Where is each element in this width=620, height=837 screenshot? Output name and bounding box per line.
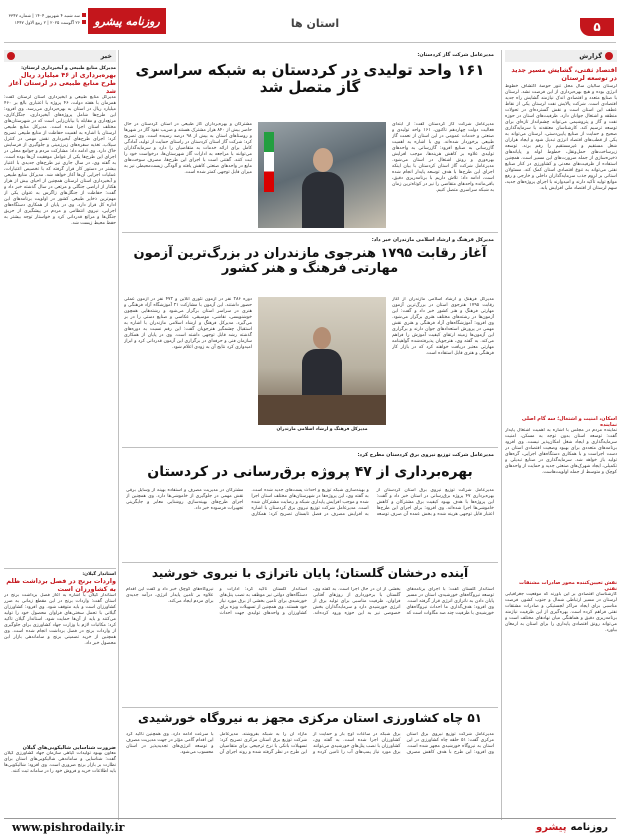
story-art-caption: مدیرکل فرهنگ و ارشاد اسلامی مازندران [276, 427, 368, 432]
desk [258, 395, 386, 425]
report-body-2: نماینده مردم در مجلس با اشاره به اهمیت اشتغال پایدار گفت: توسعه استان بدون توجه به مسکن، امنیت سرمایه‌گذاری و ایجاد شغل امکان‌پذیر نیست. وی افزود برنامه‌های متعددی برای بهبود وضعیت اقتصادی استان در دست اجراست و با همکاری دستگاه‌های اجرایی، گره‌های تولید باز خواهد شد. سرمایه‌گذاری در صنایع تبدیلی و تکمیلی، ایجاد شهرک‌های صنعتی جدید و حمایت از واحدهای کوچک و متوسط از جمله اولویت‌هاست. [505, 428, 617, 475]
news-arrow-icon [7, 52, 15, 60]
section-title: استان ها [290, 17, 340, 30]
person-silhouette [302, 148, 344, 228]
report-subhead-2: نقش تعیین‌کننده محور صادرات مشتقات نفتی [519, 580, 617, 592]
footer-brand [536, 822, 608, 833]
page-header [0, 0, 620, 44]
report-body: لرستان سالیان سال محل تنور حوضة اکتشاف خطوط انرژی بوده و هیچ بهره‌برداری از این فرصت نشد. لرستان با صنایع متعدد و اقتصادی اندک نیازمند گشایش راه جدید اقتصادی است. شرکت پالایش نفت لرستان یکی از نقاط عطف این استان است و نقش گسترده‌ای در تحولات منطقه و اشتغال جوانان دارد. ظرفیت‌های استان در حوزه نفت و گاز و پتروشیمی می‌تواند چشم‌انداز تازه‌ای برای توسعه ترسیم کند. کارشناسان معتقدند با سرمایه‌گذاری صحیح و حمایت از صنایع پایین‌دستی، لرستان می‌تواند به یکی از قطب‌های اقتصاد انرژی تبدیل شود و ایجاد هزاران شغل مستقیم و غیرمستقیم را رقم بزند. توسعه زیرساخت‌های حمل‌ونقل، خطوط لوله و پایانه‌های ذخیره‌سازی از جمله ضرورت‌های این مسیر است. همچنین استفاده از ظرفیت‌های معدنی و کشاورزی در کنار صنایع نفتی می‌تواند به تنوع اقتصادی استان کمک کند. مسئولان استانی بر لزوم جذب سرمایه‌گذاران داخلی و خارجی و رفع موانع تولید تأکید دارند و امیدوارند با اجرای پروژه‌های جدید، سهم لرستان از اقتصاد ملی افزایش یابد. [505, 84, 617, 191]
story-art [122, 235, 498, 445]
site-url-link[interactable]: www.pishrodaily.ir [12, 820, 125, 834]
news-1-body: مدیرکل منابع طبیعی و آبخیزداری استان لرستان گفت: همزمان با هفته دولت، ۴۶ پروژه با اعتباری بالغ بر ۴۶۰ میلیارد ریال در استان به بهره‌برداری می‌رسد. وی افزود: این طرح‌ها شامل پروژه‌های آبخیزداری، جنگل‌کاری، مرتع‌داری و مقابله با بیابان‌زایی است که در شهرستان‌های مختلف استان اجرا شده است. مدیرکل منابع طبیعی لرستان با اشاره به اهمیت حفاظت از منابع طبیعی تصریح کرد: اجرای طرح‌های آبخیزداری نقش مهمی در کنترل سیلاب، تغذیه سفره‌های زیرزمینی و جلوگیری از فرسایش خاک دارد. وی ادامه داد: مشارکت مردم و جوامع محلی در اجرای این طرح‌ها یکی از عوامل موفقیت آن‌ها بوده است. به گفته وی، در سال جاری نیز طرح‌های جدیدی با اعتبار بیشتر در دستور کار قرار گرفته که با تخصیص اعتبارات، عملیات اجرایی آن‌ها آغاز خواهد شد. مدیرکل منابع طبیعی و آبخیزداری استان لرستان همچنین از احیای بیش از هزار هکتار از اراضی جنگلی و مرتعی در سال گذشته خبر داد و گفت: حفاظت از جنگل‌های زاگرس به عنوان یکی از مهم‌ترین ذخایر طبیعی کشور در اولویت برنامه‌های این اداره کل قرار دارد. وی در پایان از همکاری دستگاه‌های اجرایی، نیروی انتظامی و مردم در پیشگیری از حریق جنگل‌ها و مراتع قدردانی کرد و خواستار توجه بیشتر به حفظ محیط زیست شد. [4, 95, 116, 226]
divider-2 [122, 447, 498, 448]
header-divider [4, 42, 616, 43]
news-2-title: واردات برنج در فصل برداشت ظلم به کشاورزان است [6, 577, 116, 593]
news-divider [4, 568, 116, 569]
divider-3 [122, 562, 498, 563]
report-title: اقتصاد ثقتی، گشایش مسیر جدید در توسعه لرستان [511, 66, 617, 82]
story-power-kicker: مدیرعامل شرکت توزیع نیروی برق کردستان مطرح کرد: [357, 452, 494, 458]
story-wells-body: مدیرعامل شرکت توزیع نیروی برق استان مرکزی گفت: ۵۱ حلقه چاه کشاورزی در این استان به نیروگاه خورشیدی مجهز شده است. وی افزود: این طرح با هدف کاهش مصرف برق شبکه در ساعات اوج بار و حمایت از کشاورزان اجرا شده است. به گفته وی، کشاورزان با نصب پنل‌های خورشیدی می‌توانند برق مورد نیاز پمپ‌های آب را تامین کرده و مازاد آن را به شبکه بفروشند. مدیرعامل شرکت توزیع برق استان مرکزی تصریح کرد: تسهیلات بانکی با نرخ ترجیحی برای متقاضیان این طرح در نظر گرفته شده و روند اجرای آن با سرعت ادامه دارد. وی همچنین تاکید کرد این اقدام گامی مؤثر در جهت مدیریت مصرف و توسعه انرژی‌های تجدیدپذیر در استان محسوب می‌شود. [126, 732, 494, 755]
story-art-kicker: مدیرکل فرهنگ و ارشاد اسلامی مازندران خبر داد: [371, 237, 494, 243]
story-gas-body-a: مدیرعامل شرکت گاز کردستان گفت: از ابتدای فعالیت دولت چهاردهم تاکنون، ۱۶۱ واحد تولیدی و صنعتی و خدمات عمومی در این استان از نعمت گاز طبیعی برخوردار شده‌اند. وی با اشاره به اهمیت گازرسانی به صنایع افزود: گازرسانی به واحدهای تولیدی علاوه بر کاهش هزینه‌ها، موجب افزایش بهره‌وری و رونق اشتغال در استان می‌شود. مدیرعامل شرکت گاز استان کردستان با بیان اینکه اجرای این طرح‌ها با هدف توسعه پایدار انجام شده است، ادامه داد: تلاش داریم با برنامه‌ریزی دقیق، باقی‌مانده واحدهای متقاضی را نیز در کوتاه‌ترین زمان به شبکه سراسری متصل کنیم. [392, 122, 494, 193]
story-wells-title: ۵۱ چاه کشاورزی استان مرکزی مجهز به نیروگاه خورشیدی [137, 711, 483, 725]
story-art-title: آغاز رقابت ۱۷۹۵ هنرجوی مازندران در بزرگ‌ترین آزمون مهارتی فرهنگ و هنر کشور [133, 246, 487, 276]
page-number-badge [580, 18, 614, 36]
story-gas-photo [258, 122, 386, 228]
story-golestan-title: آینده درخشان گلستان؛ پایان ناترازی با نیروی خورشید [151, 566, 469, 580]
story-gas [122, 50, 498, 230]
story-art-body-b: دوره ۲۸۶ نفر در آزمون تئوری آنلاین و ۴۷۲ نفر در آزمون عملی حضور داشتند. این آزمون با مشارکت ۲۱ آموزشگاه آزاد فرهنگی و هنری در سراسر استان برگزار می‌شود و رشته‌هایی همچون خوشنویسی، نقاشی، موسیقی، عکاسی و صنایع دستی را در بر می‌گیرد. مدیرکل فرهنگ و ارشاد اسلامی مازندران با اشاره به استقبال چشمگیر هنرجویان گفت: این رقم نسبت به دوره‌های گذشته رشد قابل توجهی داشته است. وی در پایان از همکاری سازمان فنی و حرفه‌ای در برگزاری این آزمون قدردانی کرد و ابراز امیدواری کرد نتایج آن به زودی اعلام شود. [124, 297, 252, 350]
story-power [122, 450, 498, 560]
footer-bar [4, 818, 616, 835]
date-block [2, 13, 86, 27]
page-number: ۵ [593, 20, 601, 34]
news-1-title: بهره‌برداری از ۴۶ میلیارد ریال طرح منابع طبیعی در لرستان آغاز شد [8, 71, 116, 95]
footer-brand-prefix: روزنامه [570, 821, 608, 833]
flag-decoration [264, 132, 274, 192]
footer-brand-name: پیشرو [536, 821, 567, 833]
news-1-kicker: مدیرکل منابع طبیعی و آبخیزداری لرستان: [21, 66, 116, 71]
report-label: گزارش [579, 52, 602, 60]
divider-4 [122, 707, 498, 708]
news-2-kicker: استاندار گیلان: [82, 572, 116, 577]
story-gas-body-b: مشترکان و بهره‌برداران گاز طبیعی در استان کردستان در حال حاضر بیش از ۸۴۰ هزار مشترک هستند و ضریب نفوذ گاز در شهرها و روستاهای استان به بیش از ۹۸ درصد رسیده است. وی تصریح کرد: شرکت گاز استان کردستان در راستای حمایت از تولید، آمادگی کامل برای ارائه خدمات به متقاضیان را دارد و سرمایه‌گذاران می‌توانند با مراجعه به ادارات گاز شهرستان‌ها، درخواست خود را ثبت کنند. گفتنی است با اجرای این طرح‌ها، مصرف سوخت‌های مایع در واحدهای صنعتی کاهش یافته و آلودگی زیست‌محیطی نیز به میزان قابل توجهی کمتر شده است. [124, 122, 252, 175]
news-label: خبر [100, 52, 112, 60]
report-body-3: کارشناسان اقتصادی بر این باورند که موقعیت جغرافیایی لرستان در مسیر ارتباطی شمال و جنوب کشور، فرصت مناسبی برای ایجاد مراکز لجستیکی و صادرات مشتقات نفتی فراهم کرده است. بهره‌گیری از این ظرفیت نیازمند برنامه‌ریزی دقیق و هماهنگی میان نهادهای مختلف است و می‌تواند رونق اقتصادی پایداری را برای استان به ارمغان بیاورد. [505, 592, 617, 633]
story-solar-wells [122, 710, 498, 820]
story-power-body: مدیرعامل شرکت توزیع نیروی برق استان کردستان از بهره‌برداری ۴۷ پروژه برق‌رسانی در استان خبر داد و گفت: این پروژه‌ها با هدف بهبود کیفیت برق مشترکان و کاهش خاموشی‌ها اجرا شده‌اند. وی افزود: برای اجرای این طرح‌ها اعتبار قابل توجهی هزینه شده و بخش عمده آن صرف توسعه و بهینه‌سازی شبکه توزیع و احداث پست‌های جدید شده است. به گفته وی، این پروژه‌ها در شهرستان‌های مختلف استان اجرا شده و موجب افزایش پایداری شبکه و رضایت مشترکان شده است. مدیرعامل شرکت توزیع نیروی برق کردستان با اشاره به افزایش مصرف در فصل تابستان تصریح کرد: همکاری مشترکان در مدیریت مصرف و استفاده بهینه از وسایل برقی نقش مهمی در جلوگیری از خاموشی‌ها دارد. وی همچنین از اجرای طرح‌های بهینه‌سازی روشنایی معابر و جایگزینی تجهیزات فرسوده خبر داد. [126, 488, 494, 517]
story-solar-golestan [122, 565, 498, 705]
news-column [4, 50, 116, 820]
news-label-bar [4, 50, 116, 62]
story-gas-title: ۱۶۱ واحد تولیدی در کردستان به شبکه سراسری گاز متصل شد [135, 61, 485, 97]
date-line-1: سه شنبه ۴ شهریور ۱۴۰۴ | شماره ۳۳۴۷ [2, 13, 86, 20]
divider-1 [122, 232, 498, 233]
date-line-2: ۲۶ آگوست ۲۰۲۵ | ۲ ربیع الاول ۱۴۴۷ [2, 20, 86, 27]
news-3-body: معاون بهبود تولیدات گیاهی سازمان جهاد کشاورزی گیلان گفت: شناسایی و ساماندهی شالیکوبی‌های استان برای نظارت بر بازار برنج ضروری است. وی افزود: شالیکوبی‌ها باید اطلاعات خرید و فروش خود را در سامانه ثبت کنند. [4, 751, 116, 774]
news-3-title: ضرورت شناسایی شالیکوبی‌های گیلان [22, 745, 116, 751]
person-silhouette [302, 327, 342, 397]
story-art-body-a: مدیرکل فرهنگ و ارشاد اسلامی مازندران از آغاز رقابت ۱۷۹۵ هنرجوی استان در بزرگ‌ترین آزمون مهارتی فرهنگ و هنر کشور خبر داد و گفت: این آزمون‌ها در رشته‌های مختلف هنری برگزار می‌شود. وی افزود: آموزشگاه‌های آزاد فرهنگی و هنری نقش مهمی در پرورش استعدادهای جوان دارند و برگزاری این آزمون‌ها زمینه ارتقای کیفیت آموزش را فراهم می‌کند. به گفته وی، هنرجویان پذیرفته‌شده گواهینامه مهارتی معتبر دریافت خواهند کرد که در بازار کار فرهنگی و هنری قابل استفاده است. [392, 297, 494, 356]
story-golestan-body: استاندار گلستان گفت: با اجرای برنامه‌های توسعه نیروگاه‌های خورشیدی، استان در مسیر پایان دادن به ناترازی انرژی قرار گرفته است. وی افزود: هدف‌گذاری ما احداث نیروگاه‌های خورشیدی با ظرفیت چند صد مگاوات است که بخشی از آن در حال اجرا است. به گفته وی، گلستان با برخورداری از روزهای آفتابی فراوان، ظرفیت مناسبی برای تولید برق از انرژی خورشیدی دارد و سرمایه‌گذاران بخش خصوصی نیز به این حوزه ورود کرده‌اند. استاندار گلستان تاکید کرد: ادارات و دستگاه‌های دولتی نیز موظف به نصب پنل‌های خورشیدی برای تامین بخشی از برق مورد نیاز خود هستند. وی همچنین از تسهیلات ویژه برای کشاورزان و واحدهای تولیدی جهت احداث نیروگاه‌های کوچک خبر داد و گفت این اقدام علاوه بر تامین پایدار انرژی، درآمد جدیدی برای مردم ایجاد می‌کند. [126, 587, 494, 616]
report-arrow-icon [605, 52, 613, 60]
story-gas-kicker: مدیرعامل شرکت گاز کردستان: [417, 52, 494, 58]
story-power-title: بهره‌برداری از ۴۷ پروژه برق‌رسانی در کردستان [147, 464, 473, 480]
column-divider-left [118, 50, 119, 820]
column-divider-right [501, 50, 502, 820]
story-art-photo [258, 297, 386, 425]
report-subhead-1: اسکان، امنیت و اشتغال؛ سه گام اصلی نماینده [521, 416, 617, 428]
report-column [505, 50, 617, 820]
logo-text: روزنامه پیشرو [94, 14, 160, 28]
news-2-body: استاندار گیلان با اشاره به آغاز فصل برداشت برنج در استان گفت: واردات برنج در این مقطع زمانی به ضرر کشاورزان است و باید متوقف شود. وی افزود: کشاورزان گیلانی با تحمل سختی‌های فراوان محصول خود را تولید می‌کنند و باید از آن‌ها حمایت شود. استاندار گیلان تاکید کرد: مکاتبات لازم با وزارت جهاد کشاورزی برای جلوگیری از واردات برنج در فصل برداشت انجام شده است. وی همچنین از خرید تضمینی برنج و ساماندهی بازار این محصول خبر داد. [4, 593, 116, 646]
report-label-bar [505, 50, 617, 62]
logo [88, 8, 166, 34]
